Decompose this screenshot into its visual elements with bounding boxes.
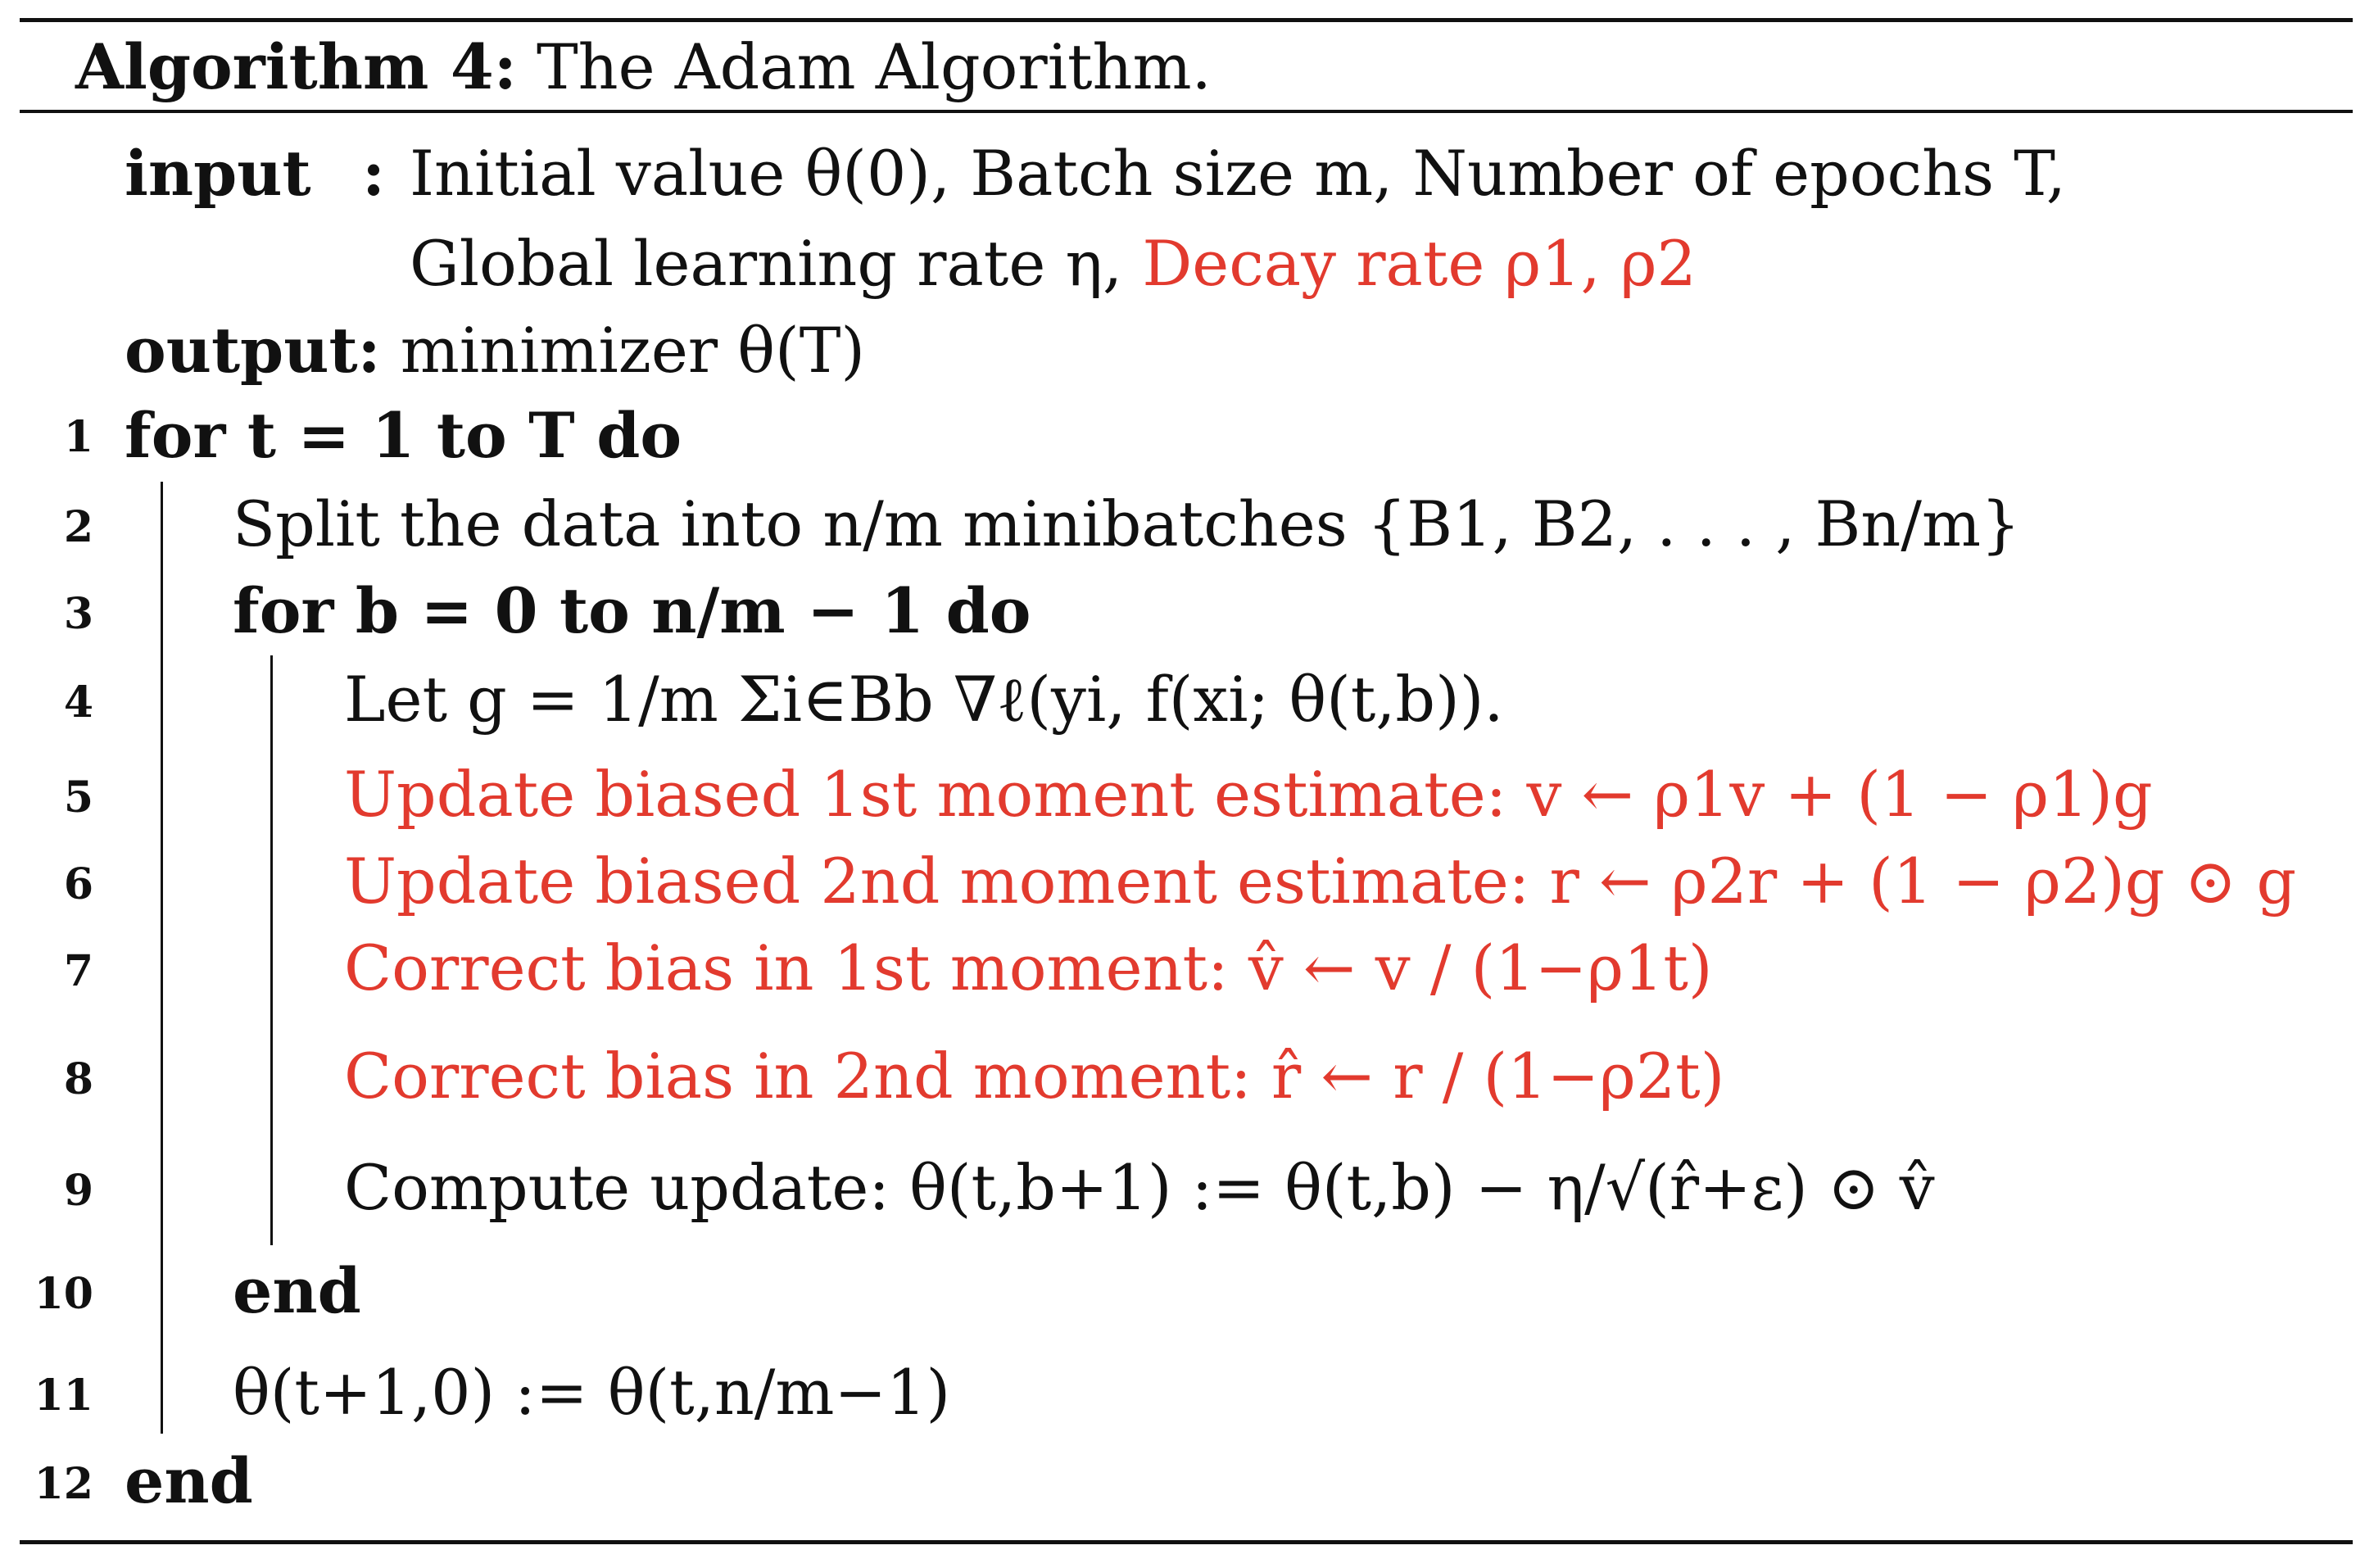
- outer-loop-scope-bar: [161, 482, 163, 1434]
- statement-correct-second: Correct bias in 2nd moment: r̂ ← r / (1−ρ2t): [344, 1040, 1725, 1113]
- line-number: 12: [34, 1459, 93, 1509]
- line-number: 5: [63, 773, 93, 823]
- statement-second-moment: Update biased 2nd moment estimate: r ← ρ2r + (1 − ρ2)g ⊙ g: [344, 845, 2297, 918]
- output-line: [125, 310, 865, 392]
- line-number: 4: [63, 678, 93, 727]
- output-keyword: output:: [125, 314, 381, 387]
- input-line-2-black: Global learning rate η,: [410, 227, 1123, 300]
- line-number: 6: [63, 859, 93, 909]
- line-number: 11: [34, 1371, 93, 1421]
- top-rule: [20, 18, 2353, 22]
- algorithm-caption: [75, 26, 1212, 108]
- algorithm-label: Algorithm 4:: [75, 30, 517, 103]
- algorithm-title: The Adam Algorithm.: [536, 30, 1212, 103]
- output-text: minimizer θ(T): [400, 314, 866, 387]
- statement-first-moment: Update biased 1st moment estimate: v ← ρ1v + (1 − ρ1)g: [344, 758, 2153, 831]
- statement-compute-update: Compute update: θ(t,b+1) := θ(t,b) − η/√(r̂+ε) ⊙ v̂: [344, 1151, 1935, 1224]
- line-number: 10: [34, 1269, 93, 1319]
- statement-for-minibatches: for b = 0 to n/m − 1 do: [233, 574, 1031, 647]
- line-number: 1: [63, 412, 93, 462]
- bottom-rule: [20, 1540, 2353, 1544]
- input-keyword: input: [125, 137, 311, 210]
- caption-rule: [20, 110, 2353, 113]
- statement-split-data: Split the data into n/m minibatches {B1, B2, . . . , Bn/m}: [233, 487, 2021, 560]
- line-number: 2: [63, 502, 93, 552]
- input-colon: :: [362, 137, 386, 210]
- statement-theta-carry: θ(t+1,0) := θ(t,n/m−1): [233, 1356, 951, 1429]
- line-number: 9: [63, 1166, 93, 1216]
- statement-correct-first: Correct bias in 1st moment: v̂ ← v / (1−ρ1t): [344, 931, 1713, 1004]
- input-line-1: Initial value θ(0), Batch size m, Number of epochs T,: [410, 137, 2066, 210]
- input-line-2-red: Decay rate ρ1, ρ2: [1142, 227, 1697, 300]
- statement-end-outer: end: [125, 1444, 253, 1517]
- line-number: 7: [63, 946, 93, 996]
- line-number: 3: [63, 589, 93, 639]
- statement-for-epochs: for t = 1 to T do: [125, 399, 682, 472]
- line-number: 8: [63, 1054, 93, 1104]
- statement-end-inner: end: [233, 1254, 361, 1327]
- input-line-2: [410, 223, 1697, 305]
- statement-gradient: Let g = 1/m Σi∈Bb ∇ℓ(yi, f(xi; θ(t,b)).: [344, 663, 1504, 736]
- inner-loop-scope-bar: [270, 655, 273, 1245]
